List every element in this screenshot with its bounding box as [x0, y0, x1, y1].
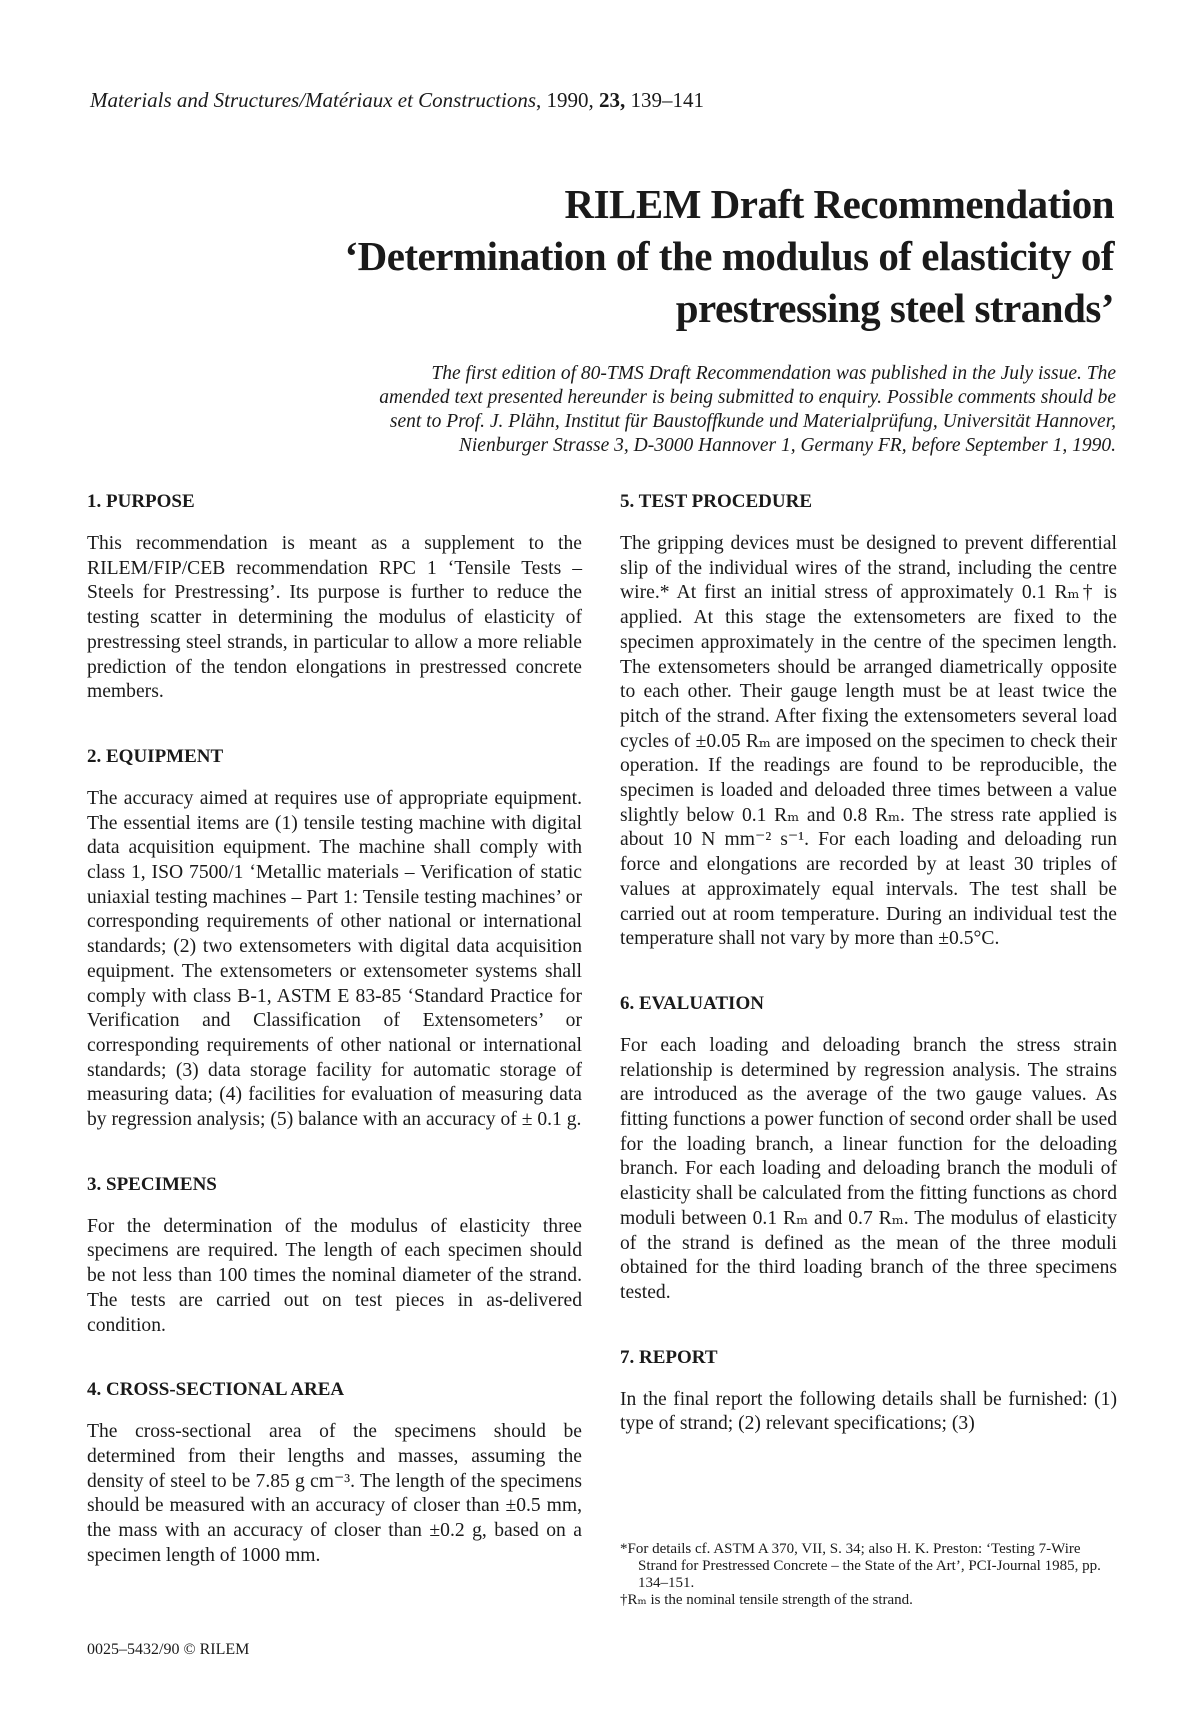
section-cross-sectional-area — [87, 1378, 582, 1568]
journal-volume: 23, — [599, 88, 626, 112]
abstract-line-3: sent to Prof. J. Plähn, Institut für Baustoffkunde und Materialprüfung, Universität Hannover, — [389, 411, 1116, 432]
abstract-line-1: The first edition of 80-TMS Draft Recommendation was published in the July issue. The — [431, 363, 1116, 384]
section-text: The gripping devices must be designed to prevent differential slip of the individual wires of the strand, including the centre wire.* At first an initial stress of approximately 0.1 Rₘ† is applied. At this stage the extensometers are fixed to the specimen approximately in the centre of the specimen length. The extensometers should be arranged diametrically opposite to each other. Their gauge length must be at least twice the pitch of the strand. After fixing the extensometers several load cycles of ±0.05 Rₘ are imposed on the specimen to check their operation. If the readings are found to be reproducible, the specimen is loaded and deloaded three times between a value slightly below 0.1 Rₘ and 0.8 Rₘ. The stress rate applied is about 10 N mm⁻² s⁻¹. For each loading and deloading run force and elongations are recorded by at least 30 triples of values at approximately equal intervals. The test shall be carried out at room temperature. During an individual test the temperature shall not vary by more than ±0.5°C. — [620, 533, 1117, 950]
section-heading: 4. CROSS-SECTIONAL AREA — [87, 1379, 345, 1401]
abstract-line-4: Nienburger Strasse 3, D-3000 Hannover 1, Germany FR, before September 1, 1990. — [458, 435, 1116, 456]
section-text: For the determination of the modulus of elasticity three specimens are required. The length of each specimen should be not less than 100 times the nominal diameter of the strand. The tests are carried out on test pieces in as-delivered condition. — [87, 1215, 582, 1336]
section-specimens — [87, 1173, 582, 1339]
title-line-3: prestressing steel strands’ — [675, 285, 1114, 331]
section-text: In the final report the following details shall be furnished: (1) type of strand; (2) relevant specifications; (3) — [620, 1388, 1117, 1435]
footnotes — [620, 1541, 1117, 1609]
section-heading: 6. EVALUATION — [620, 992, 764, 1014]
section-evaluation — [620, 992, 1117, 1306]
title-line-1: RILEM Draft Recommendation — [564, 181, 1114, 227]
section-report — [620, 1346, 1117, 1437]
left-column — [87, 490, 582, 1609]
abstract — [260, 362, 1116, 458]
right-column — [620, 490, 1117, 1477]
journal-year: 1990, — [546, 88, 594, 112]
footnote-2: †Rₘ is the nominal tensile strength of the strand. — [620, 1592, 913, 1608]
section-equipment — [87, 745, 582, 1133]
paper-title — [214, 178, 1114, 334]
journal-pages: 139–141 — [630, 88, 705, 112]
footnote-1: *For details cf. ASTM A 370, VII, S. 34; also H. K. Preston: ‘Testing 7-Wire Strand for Prestressed Concrete – the State of the Art’, PCI-Journal 1985, pp. 134–151. — [620, 1541, 1101, 1591]
section-text: The accuracy aimed at requires use of appropriate equipment. The essential items are (1) tensile testing machine with digital data acquisition equipment. The machine shall comply with class 1, ISO 7500/1 ‘Metallic materials – Verification of static uniaxial testing machines – Part 1: Tensile testing machines’ or corresponding requirements of other national or international standards; (2) two extensometers with digital data acquisition equipment. The extensometers or extensometer systems shall comply with class B-1, ASTM E 83-85 ‘Standard Practice for Verification and Classification of Extensometers’ or corresponding requirements of other national or international standards; (3) data storage facility for automatic storage of measuring data; (4) facilities for evaluation of measuring data by regression analysis; (5) balance with an accuracy of ± 0.1 g. — [87, 787, 582, 1131]
section-heading: 5. TEST PROCEDURE — [620, 491, 812, 512]
section-test-procedure — [620, 490, 1117, 952]
section-heading: 3. SPECIMENS — [87, 1173, 217, 1195]
section-text: This recommendation is meant as a supplement to the RILEM/FIP/CEB recommendation RPC 1 ‘Tensile Tests – Steels for Prestressing’. Its purpose is further to reduce the testing scatter in determining the modulus of elasticity of prestressing steel strands, in particular to allow a more reliable prediction of the tendon elongations in prestressed concrete members. — [87, 533, 582, 703]
journal-name: Materials and Structures/Matériaux et Constructions — [90, 88, 537, 112]
title-line-2: ‘Determination of the modulus of elasticity of — [344, 233, 1114, 279]
copyright-code: 0025–5432/90 © RILEM — [87, 1641, 250, 1658]
journal-citation: Materials and Structures/Matériaux et Constructions, 1990, 23, 139–141 — [90, 88, 705, 112]
section-purpose — [87, 490, 582, 705]
abstract-line-2: amended text presented hereunder is being submitted to enquiry. Possible comments should be — [379, 387, 1116, 408]
section-heading: 1. PURPOSE — [87, 491, 195, 512]
section-heading: 7. REPORT — [620, 1346, 718, 1368]
section-text: For each loading and deloading branch the stress strain relationship is determined by regression analysis. The strains are introduced as the average of the two gauge values. As fitting functions a power function of second order shall be used for the loading branch, a linear function for the deloading branch. For each loading and deloading branch the moduli of elasticity shall be calculated from the fitting functions as chord moduli between 0.1 Rₘ and 0.7 Rₘ. The modulus of elasticity of the strand is defined as the mean of the three moduli obtained for the third loading branch of the three specimens tested. — [620, 1034, 1117, 1303]
section-heading: 2. EQUIPMENT — [87, 745, 224, 767]
section-text: The cross-sectional area of the specimens should be determined from their lengths and masses, assuming the density of steel to be 7.85 g cm⁻³. The length of the specimens should be measured with an accuracy of closer than ±0.5 mm, the mass with an accuracy of closer than ±0.2 g, based on a specimen length of 1000 mm. — [87, 1421, 582, 1566]
